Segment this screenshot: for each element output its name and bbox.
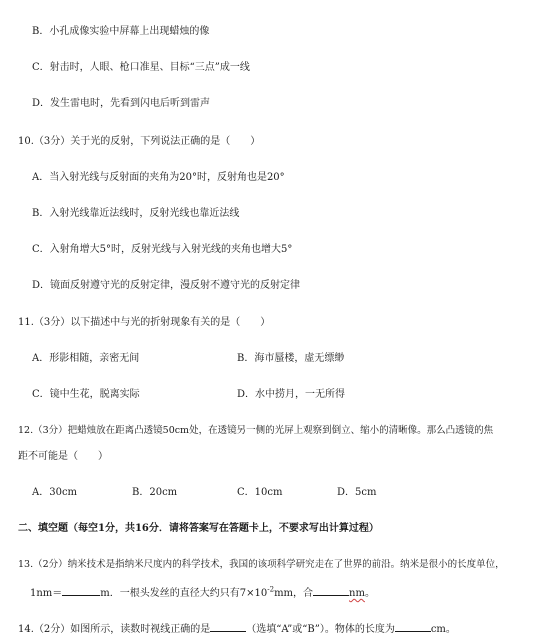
q12-stem-line1: 12.（3分）把蜡烛放在距离凸透镜50cm处，在透镜另一侧的光屏上观察到倒立、缩小的清晰像。那么凸透镜的焦 (18, 425, 494, 436)
q14-part1: 14.（2分）如图所示，读数时视线正确的是 (18, 624, 211, 635)
q9-option-d: D．发生雷电时，先看到闪电后听到雷声 (32, 98, 211, 109)
q13-part4: nm (349, 588, 365, 599)
q13-part2: m．一根头发丝的直径大约只有7×10 (100, 588, 268, 599)
q14-part3: cm。 (430, 624, 456, 635)
q13-answer-blank-1[interactable] (62, 585, 100, 596)
q10-option-a: A．当入射光线与反射面的夹角为20°时，反射角也是20° (32, 172, 285, 183)
q10-option-d: D．镜面反射遵守光的反射定律，漫反射不遵守光的反射定律 (32, 280, 301, 291)
q11-option-b: B．海市蜃楼，虚无缥缈 (237, 353, 345, 364)
q13-exponent: -2 (267, 585, 275, 594)
section-heading: 二、填空题（每空1分，共16分．请将答案写在答题卡上，不要求写出计算过程） (18, 523, 379, 534)
q12-option-c: C．10cm (237, 487, 283, 498)
q13-answer-blank-2[interactable] (313, 585, 349, 596)
q13-part5: 。 (364, 588, 375, 599)
q13-line1: 13.（2分）纳米技术是指纳米尺度内的科学技术，我国的该项科学研究走在了世界的前沿。纳米是很小的长度单位， (18, 559, 505, 570)
q12-stem-line2: 距不可能是（ ） (18, 451, 108, 462)
q9-option-b: B．小孔成像实验中屏幕上出现蜡烛的像 (32, 26, 210, 37)
q14-part2: （选填“A”或“B”）。物体的长度为 (246, 624, 395, 635)
q10-stem: 10.（3分）关于光的反射，下列说法正确的是（ ） (18, 136, 261, 147)
q11-stem: 11.（3分）以下描述中与光的折射现象有关的是（ ） (18, 317, 271, 328)
q13-part3: mm，合 (274, 588, 314, 599)
q12-option-b: B．20cm (132, 487, 178, 498)
q12-option-a: A．30cm (32, 487, 78, 498)
q13-line2 (30, 585, 375, 601)
q14-line (18, 621, 456, 637)
q12-option-d: D．5cm (337, 487, 377, 498)
q9-option-c: C．射击时，人眼、枪口准星、目标“三点”成一线 (32, 62, 250, 73)
q13-part1: 1nm＝ (30, 588, 63, 599)
q14-answer-blank-2[interactable] (395, 621, 431, 632)
q11-option-c: C．镜中生花，脱离实际 (32, 389, 140, 400)
q11-option-a: A．形影相随，亲密无间 (32, 353, 140, 364)
q11-option-d: D．水中捞月，一无所得 (237, 389, 346, 400)
q10-option-c: C．入射角增大5°时，反射光线与入射光线的夹角也增大5° (32, 244, 293, 255)
q10-option-b: B．入射光线靠近法线时，反射光线也靠近法线 (32, 208, 240, 219)
q14-answer-blank-1[interactable] (210, 621, 246, 632)
